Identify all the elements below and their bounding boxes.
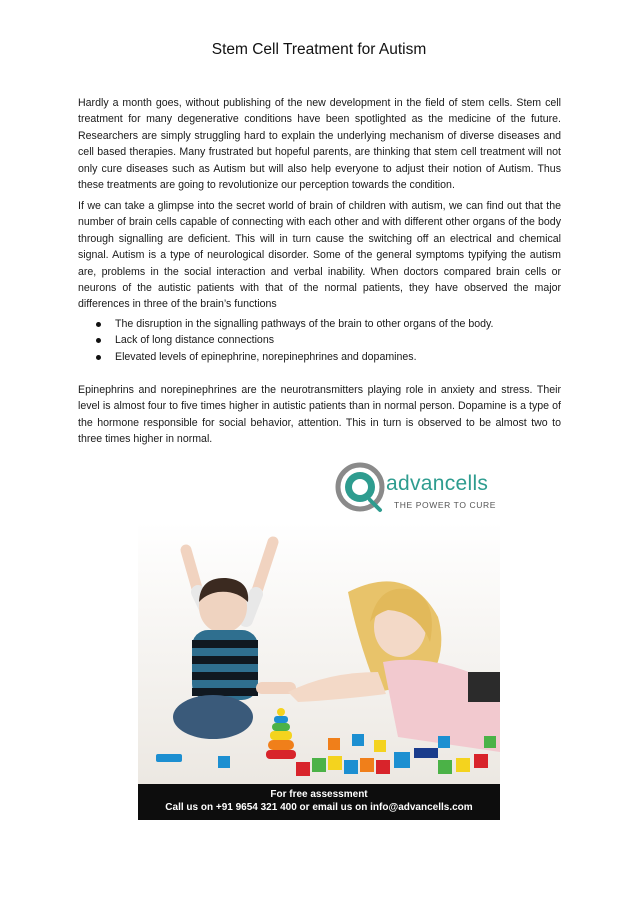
mother-child-photo — [138, 522, 500, 784]
paragraph-brain: If we can take a glimpse into the secret world of brain of children with autism, we can find out that the number of brain cells capable of connecting with each other and with different other organs of the body through signalling are deficient. This will in turn cause the switching off an electrical and chemical signal. Autism is a type of neurological disorder. Some of the general symptoms typifying the autism are, problems in the social interaction and verbal inability. When doctors compared brain cells or neurons of the autistic patients with that of the normal patients, they have observed the major differences in three of the brain’s functions — [78, 200, 561, 311]
bullet-icon — [96, 355, 101, 360]
advertisement — [138, 452, 500, 820]
cta-heading: For free assessment — [270, 789, 368, 800]
cta-contact: Call us on +91 9654 321 400 or email us on info@advancells.com — [165, 802, 473, 813]
bullet-icon — [96, 338, 101, 343]
contact-banner — [138, 784, 500, 820]
logo-tagline: THE POWER TO CURE — [394, 500, 496, 510]
list-item: The disruption in the signalling pathways of the brain to other organs of the body. — [78, 316, 561, 332]
logo-wordmark: advancells — [386, 472, 489, 495]
logo-circle-icon — [334, 460, 390, 516]
list-item: Lack of long distance connections — [78, 332, 561, 348]
document-title: Stem Cell Treatment for Autism — [211, 41, 427, 58]
bullet-icon — [96, 322, 101, 327]
list-item: Elevated levels of epinephrine, norepinephrines and dopamines. — [78, 349, 561, 365]
bullet-list — [78, 316, 561, 365]
paragraph-neurotransmitters: Epinephrins and norepinephrines are the neurotransmitters playing role in anxiety and stress. Their level is almost four to five times higher in autistic patients than in normal person. Dopamine is a type of the hormone responsible for social behavior, attention. This in turn is observed to be almost two to three times higher in normal. — [78, 384, 561, 446]
advancells-logo — [334, 460, 500, 516]
paragraph-intro: Hardly a month goes, without publishing of the new development in the field of stem cells. Stem cell treatment for many degenerative conditions have been spotlighted as the medicine of the future. Researchers are simply struggling hard to explain the underlying mechanism of diverse diseases and cell based therapies. Many frustrated but hopeful parents, are thinking that stem cell treatment will not only cure diseases such as Autism but will also help everyone to adjust their notion of Autism. Thus these treatments are going to revolutionize our perception towards the condition. — [78, 97, 561, 192]
